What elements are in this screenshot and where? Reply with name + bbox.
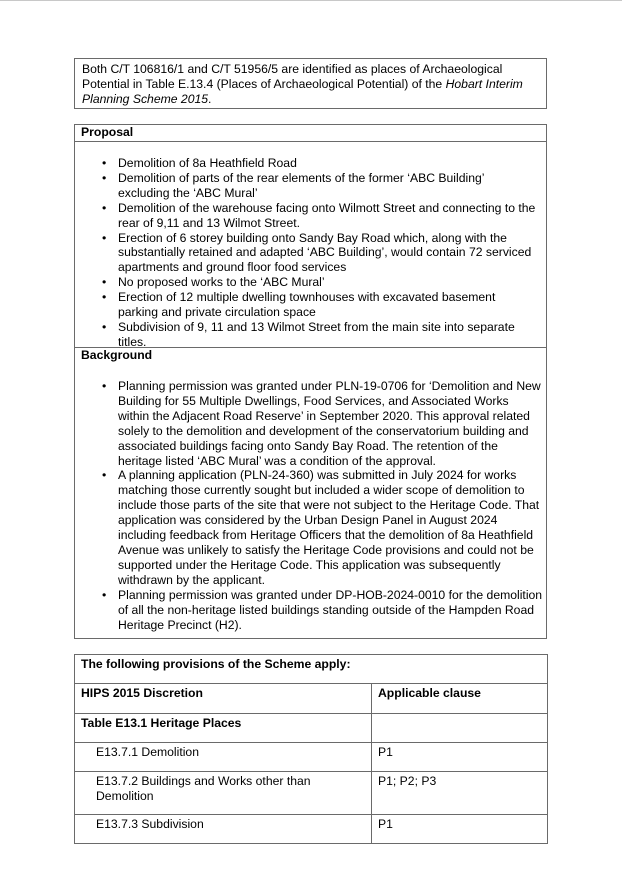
discretion-cell: E13.7.2 Buildings and Works other than Demolition [75, 772, 372, 815]
table-row [75, 772, 548, 815]
proposal-heading: Proposal [75, 125, 546, 142]
background-list [75, 379, 543, 632]
intro-box [74, 58, 547, 109]
table-row [75, 743, 548, 772]
list-item: • Planning permission was granted under DP-HOB-2024-0010 for the demolition of all the non-heritage listed buildings standing outside of the Hampden Road Heritage Precinct (H2). [102, 587, 543, 632]
bullet-icon: • [102, 587, 107, 602]
list-item: • A planning application (PLN-24-360) was submitted in July 2024 for works matching those currently sought but included a wider scope of demolition to include those parts of the site that were not subject to the Heritage Code. That application was considered by the Urban Design Panel in August 2024 including feedback from Heritage Officers that the demolition of 8a Heathfield Avenue was unlikely to satisfy the Heritage Code provisions and could not be supported under the Heritage Code. This application was subsequently withdrawn by the applicant. [102, 468, 540, 587]
table-row [75, 684, 548, 714]
provisions-table [74, 654, 548, 844]
intro-scheme-name: Hobart Interim Planning Scheme 2015 [82, 76, 523, 106]
bullet-icon: • [102, 200, 107, 215]
intro-text-end: . [208, 91, 212, 106]
intro-text: Both C/T 106816/1 and C/T 51956/5 are identified as places of Archaeological Potential in Table E.13.4 (Places of Archaeological Potential) of the [82, 62, 503, 91]
column-header-clause: Applicable clause [372, 684, 548, 714]
bullet-icon: • [102, 468, 107, 483]
list-item: • Demolition of parts of the rear elements of the former ‘ABC Building’ excluding the ‘ABC Mural’ [102, 170, 485, 200]
clause-cell: P1 [372, 815, 548, 844]
list-item: • Subdivision of 9, 11 and 13 Wilmot Street from the main site into separate titles. [102, 319, 515, 349]
background-heading: Background [75, 347, 546, 364]
bullet-icon: • [102, 319, 107, 334]
clause-cell: P1; P2; P3 [372, 772, 548, 815]
clause-cell: P1 [372, 743, 548, 772]
page-top-rule [0, 0, 622, 1]
section-heritage-places: Table E13.1 Heritage Places [75, 714, 372, 743]
proposal-list [75, 156, 538, 350]
bullet-icon: • [102, 290, 107, 305]
table-row [75, 655, 548, 684]
provisions-title: The following provisions of the Scheme apply: [75, 655, 548, 684]
discretion-cell: E13.7.1 Demolition [75, 743, 372, 772]
column-header-discretion: HIPS 2015 Discretion [75, 684, 372, 714]
list-item: • Demolition of the warehouse facing onto Wilmott Street and connecting to the rear of 9,11 and 13 Wilmot Street. [102, 200, 536, 230]
bullet-icon: • [102, 170, 107, 185]
list-item: • Erection of 6 storey building onto Sandy Bay Road which, along with the substantially retained and adapted ‘ABC Building’, would contain 72 serviced apartments and ground floor food services [102, 230, 532, 275]
empty-cell [372, 714, 548, 743]
list-item: • No proposed works to the ‘ABC Mural’ [102, 275, 325, 290]
bullet-icon: • [102, 230, 107, 245]
bullet-icon: • [102, 275, 107, 290]
proposal-background-box [74, 124, 547, 639]
table-row [75, 714, 548, 743]
discretion-cell: E13.7.3 Subdivision [75, 815, 372, 844]
bullet-icon: • [102, 156, 107, 170]
list-item: • Demolition of 8a Heathfield Road [102, 156, 297, 170]
table-row [75, 815, 548, 844]
list-item: • Erection of 12 multiple dwelling townhouses with excavated basement parking and private circulation space [102, 290, 496, 320]
bullet-icon: • [102, 379, 107, 393]
list-item: • Planning permission was granted under PLN-19-0706 for ‘Demolition and New Building for 55 Multiple Dwellings, Food Services, and Associated Works within the Adjacent Road Reserve’ in September 2020. This approval related solely to the demolition and development of the conservatorium building and associated buildings facing onto Sandy Bay Road. The retention of the heritage listed ‘ABC Mural’ was a condition of the approval. [102, 379, 541, 468]
